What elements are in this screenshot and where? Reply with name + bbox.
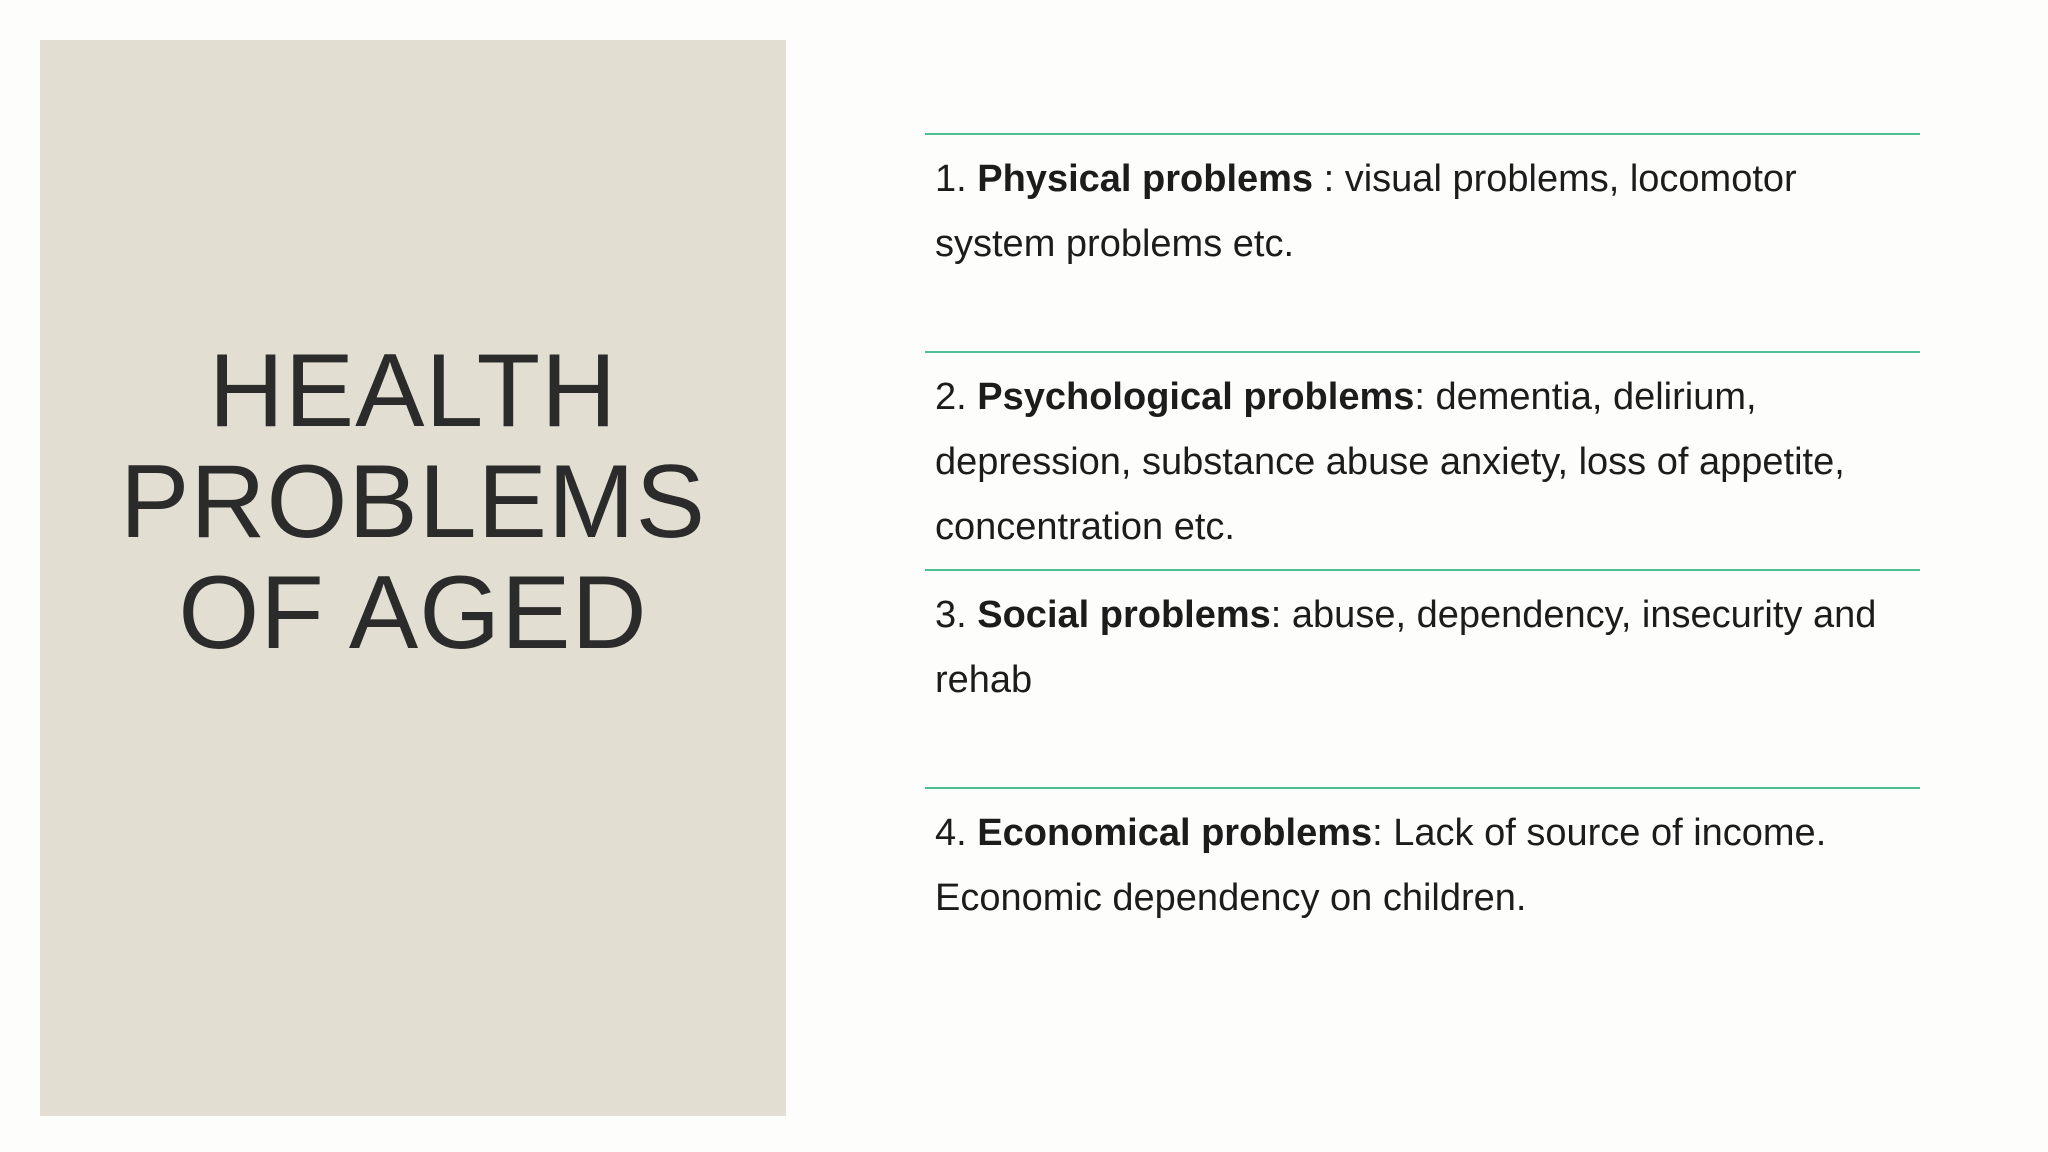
- item-number: 3.: [935, 594, 978, 636]
- item-heading: Psychological problems: [977, 376, 1415, 418]
- slide-title-line-2: PROBLEMS: [120, 443, 706, 560]
- list-item-social: [925, 569, 1920, 787]
- list-item-physical: [925, 133, 1920, 351]
- list-item-psychological: [925, 351, 1920, 569]
- item-heading: Economical problems: [977, 812, 1373, 854]
- slide-title: [120, 332, 706, 671]
- item-number: 1.: [935, 158, 978, 200]
- title-panel: [40, 40, 786, 1116]
- item-text: : dementia, delirium, depression, substance abuse anxiety, loss of appetite, concentration etc.: [935, 376, 1845, 548]
- item-text: : Lack of source of income. Economic dependency on children.: [935, 812, 1827, 919]
- item-number: 4.: [935, 812, 978, 854]
- item-heading: Physical problems: [977, 158, 1314, 200]
- slide-title-line-1: HEALTH: [208, 332, 618, 449]
- list-item-economical: [925, 787, 1920, 1005]
- item-text: : abuse, dependency, insecurity and rehab: [935, 594, 1877, 701]
- item-number: 2.: [935, 376, 978, 418]
- slide-title-line-3: OF AGED: [178, 554, 648, 671]
- item-heading: Social problems: [977, 594, 1271, 636]
- problem-list: [925, 133, 1920, 1005]
- item-text: : visual problems, locomotor system problems etc.: [935, 158, 1797, 265]
